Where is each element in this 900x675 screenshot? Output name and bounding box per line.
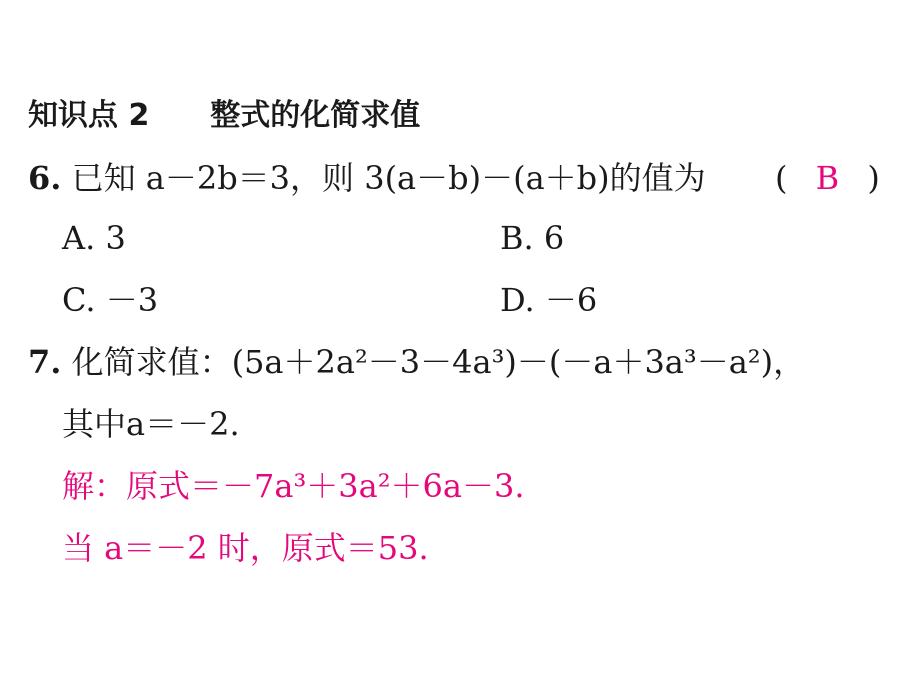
answer-bracket [775,158,880,198]
answer-paren-close: ) [867,159,880,197]
solution-line-1: 解：原式＝－7a³＋3a²＋6a－3. [62,467,525,505]
solution-line-2: 当 a＝－2 时，原式＝53. [62,529,429,567]
section-label: 知识点 2 [28,98,150,133]
answer-choice: B [815,159,840,197]
option-c: C. －3 [62,281,159,319]
answer-paren-open: ( [775,159,788,197]
question-6-text: 已知 a－2b＝3，则 3(a－b)－(a＋b)的值为 [71,159,706,197]
option-d: D. －6 [500,281,598,319]
section-title: 整式的化简求值 [210,98,421,133]
question-6-number: 6. [28,159,62,197]
section-heading [28,96,420,136]
option-a: A. 3 [62,219,126,257]
question-7-number: 7. [28,343,62,381]
question-7-text: 化简求值：(5a＋2a²－3－4a³)－(－a＋3a³－a²)， [71,343,806,381]
question-7-stem [28,342,805,382]
option-b: B. 6 [500,219,565,257]
question-7-condition: 其中a＝－2. [62,405,240,443]
question-6-stem [28,158,706,198]
